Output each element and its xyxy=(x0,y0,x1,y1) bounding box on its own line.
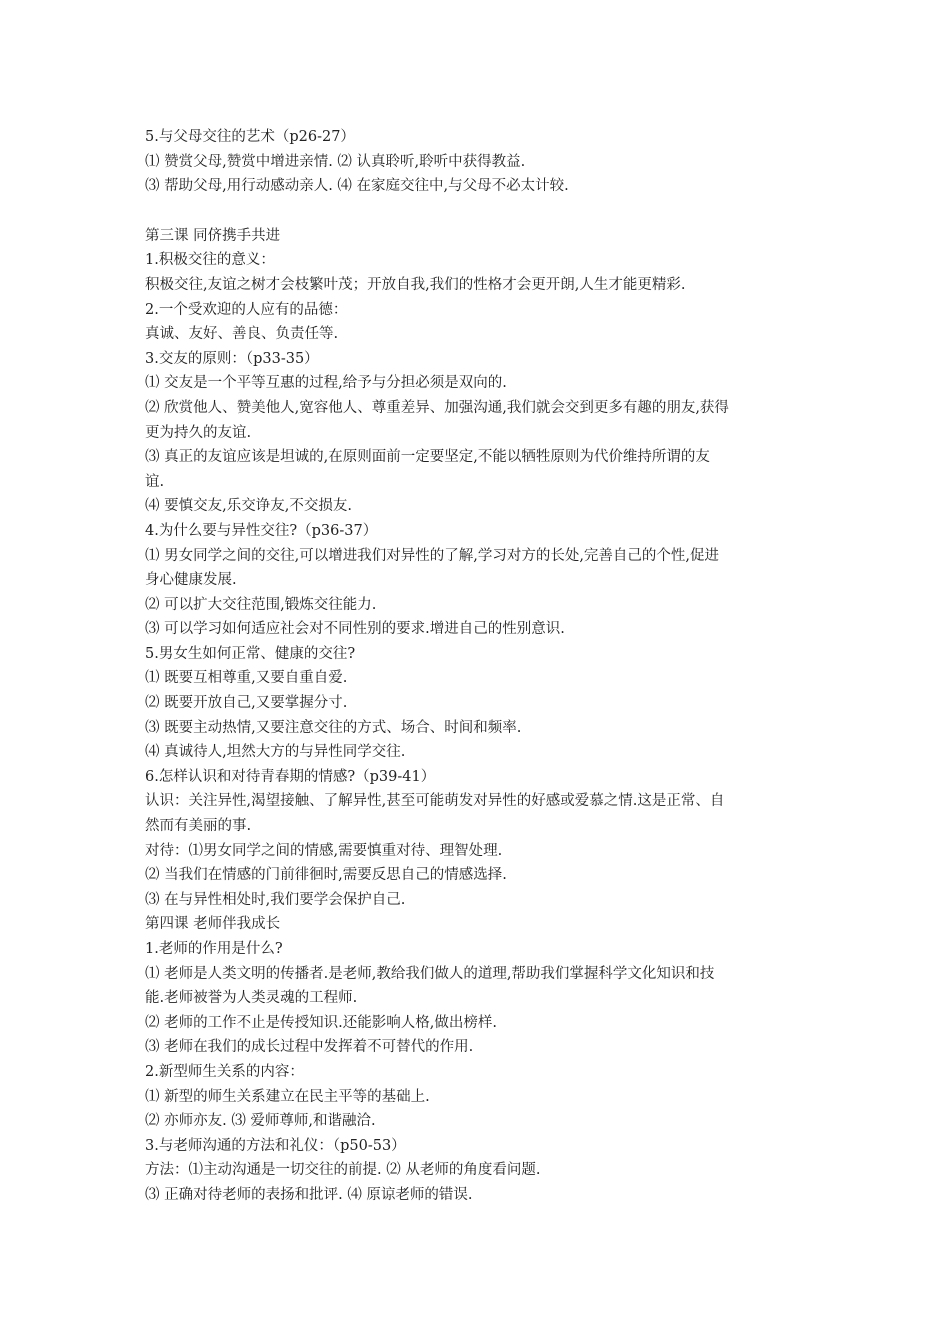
text-line: ⑵ 亦师亦友. ⑶ 爱师尊师,和谐融洽. xyxy=(145,1113,376,1130)
text-line: 3.与老师沟通的方法和礼仪：（p50-53） xyxy=(145,1137,406,1154)
text-line: 方法：⑴主动沟通是一切交往的前提. ⑵ 从老师的角度看问题. xyxy=(145,1162,541,1179)
text-line: ⑵ 欣赏他人、赞美他人,宽容他人、尊重差异、加强沟通,我们就会交到更多有趣的朋友,获得 xyxy=(145,399,729,416)
text-line: ⑶ 既要主动热情,又要注意交往的方式、场合、时间和频率. xyxy=(145,719,522,736)
text-line: 对待：⑴男女同学之间的情感,需要慎重对待、理智处理. xyxy=(145,842,503,859)
text-line: ⑴ 交友是一个平等互惠的过程,给予与分担必须是双向的. xyxy=(145,375,507,392)
text-line: 5.与父母交往的艺术（p26-27） xyxy=(145,129,355,145)
text-line: ⑴ 新型的师生关系建立在民主平等的基础上. xyxy=(145,1088,430,1105)
text-line: 然而有美丽的事. xyxy=(145,818,252,835)
text-line: 身心健康发展. xyxy=(145,572,237,589)
text-line: ⑶ 真正的友谊应该是坦诚的,在原则面前一定要坚定,不能以牺牲原则为代价维持所谓的友 xyxy=(145,449,710,466)
text-line: 2.一个受欢迎的人应有的品德： xyxy=(145,301,348,318)
text-line: ⑴ 男女同学之间的交往,可以增进我们对异性的了解,学习对方的长处,完善自己的个性,促进 xyxy=(145,547,720,564)
text-line: ⑵ 老师的工作不止是传授知识.还能影响人格,做出榜样. xyxy=(145,1014,497,1031)
text-line: 积极交往,友谊之树才会枝繁叶茂；开放自我,我们的性格才会更开朗,人生才能更精彩. xyxy=(145,276,686,293)
text-line: ⑴ 赞赏父母,赞赏中增进亲情. ⑵ 认真聆听,聆听中获得教益. xyxy=(145,153,526,170)
text-line: ⑶ 可以学习如何适应社会对不同性别的要求.增进自己的性别意识. xyxy=(145,621,565,638)
text-line: ⑶ 帮助父母,用行动感动亲人. ⑷ 在家庭交往中,与父母不必太计较. xyxy=(145,178,569,195)
text-line: 3.交友的原则：（p33-35） xyxy=(145,350,319,367)
text-line: 能.老师被誉为人类灵魂的工程师. xyxy=(145,990,358,1007)
text-line: 真诚、友好、善良、负责任等. xyxy=(145,326,339,343)
text-line: ⑴ 老师是人类文明的传播者.是老师,教给我们做人的道理,帮助我们掌握科学文化知识和技 xyxy=(145,965,715,982)
text-line: ⑶ 正确对待老师的表扬和批评. ⑷ 原谅老师的错误. xyxy=(145,1186,473,1203)
section-heading: 第三课 同侪携手共进 xyxy=(145,227,281,244)
text-line: ⑵ 当我们在情感的门前徘徊时,需要反思自己的情感选择. xyxy=(145,867,507,884)
text-line: ⑷ 真诚待人,坦然大方的与异性同学交往. xyxy=(145,744,406,761)
text-line: 1.老师的作用是什么? xyxy=(145,941,283,957)
document-body xyxy=(145,125,825,1208)
text-line: 5.男女生如何正常、健康的交往? xyxy=(145,645,356,662)
text-line: ⑴ 既要互相尊重,又要自重自爱. xyxy=(145,670,348,687)
text-line: 4.为什么要与异性交往?（p36-37） xyxy=(145,522,378,539)
text-line: 认识：关注异性,渴望接触、了解异性,甚至可能萌发对异性的好感或爱慕之情.这是正常、自 xyxy=(145,793,725,810)
text-line: ⑵ 可以扩大交往范围,锻炼交往能力. xyxy=(145,596,377,613)
text-line: 更为持久的友谊. xyxy=(145,424,252,441)
text-line: 谊. xyxy=(145,473,165,490)
text-line: 6.怎样认识和对待青春期的情感?（p39-41） xyxy=(145,768,436,785)
text-line: 2.新型师生关系的内容： xyxy=(145,1063,304,1080)
text-line: ⑶ 在与异性相处时,我们要学会保护自己. xyxy=(145,891,406,908)
section-heading: 第四课 老师伴我成长 xyxy=(145,916,281,933)
text-line: 1.积极交往的意义： xyxy=(145,252,275,269)
text-line: ⑵ 既要开放自己,又要掌握分寸. xyxy=(145,695,348,712)
text-line: ⑷ 要慎交友,乐交诤友,不交损友. xyxy=(145,498,352,515)
text-line: ⑶ 老师在我们的成长过程中发挥着不可替代的作用. xyxy=(145,1039,474,1056)
paragraph-gap xyxy=(145,199,825,224)
